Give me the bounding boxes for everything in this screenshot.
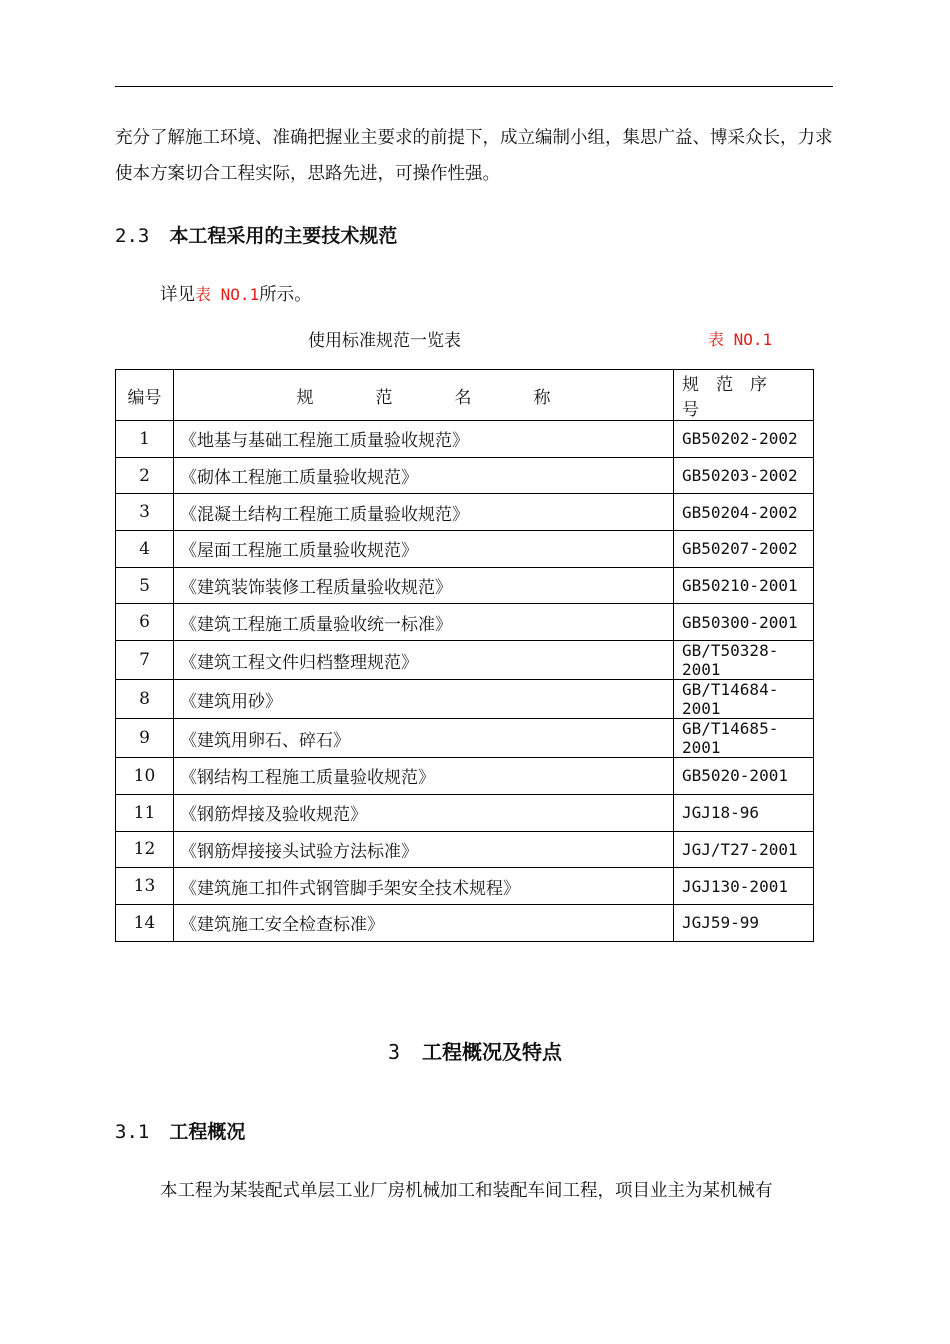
table-row bbox=[116, 641, 814, 680]
row-standard-code: GB50203-2002 bbox=[674, 457, 814, 494]
row-standard-code: GB/T50328-2001 bbox=[674, 641, 814, 680]
row-standard-code: JGJ130-2001 bbox=[674, 868, 814, 905]
reference-line bbox=[160, 281, 312, 306]
section-title: 工程概况 bbox=[169, 1121, 246, 1143]
row-standard-code: GB5020-2001 bbox=[674, 758, 814, 795]
reference-prefix: 详见 bbox=[160, 285, 195, 305]
table-number: 表 NO.1 bbox=[708, 330, 773, 349]
row-number: 5 bbox=[116, 567, 174, 604]
header-code: 规范序号 bbox=[674, 370, 814, 421]
row-standard-name: 《建筑用卵石、碎石》 bbox=[174, 719, 674, 758]
row-number: 2 bbox=[116, 457, 174, 494]
row-number: 14 bbox=[116, 904, 174, 941]
table-row bbox=[116, 567, 814, 604]
row-standard-code: GB/T14684-2001 bbox=[674, 680, 814, 719]
row-standard-name: 《钢结构工程施工质量验收规范》 bbox=[174, 758, 674, 795]
row-number: 13 bbox=[116, 868, 174, 905]
row-standard-name: 《屋面工程施工质量验收规范》 bbox=[174, 531, 674, 568]
row-standard-code: GB50204-2002 bbox=[674, 494, 814, 531]
table-reference-link: 表 NO.1 bbox=[195, 285, 260, 304]
table-row bbox=[116, 794, 814, 831]
section-number: 2.3 bbox=[115, 225, 150, 247]
table-row bbox=[116, 604, 814, 641]
row-number: 6 bbox=[116, 604, 174, 641]
table-row bbox=[116, 531, 814, 568]
section-2-3-heading bbox=[115, 221, 397, 248]
row-number: 4 bbox=[116, 531, 174, 568]
row-standard-name: 《建筑用砂》 bbox=[174, 680, 674, 719]
table-row bbox=[116, 868, 814, 905]
section-number: 3 bbox=[387, 1040, 401, 1064]
row-standard-name: 《地基与基础工程施工质量验收规范》 bbox=[174, 421, 674, 458]
header-rule bbox=[115, 86, 833, 87]
row-standard-code: JGJ18-96 bbox=[674, 794, 814, 831]
row-number: 1 bbox=[116, 421, 174, 458]
row-number: 3 bbox=[116, 494, 174, 531]
table-row bbox=[116, 421, 814, 458]
overview-paragraph: 本工程为某装配式单层工业厂房机械加工和装配车间工程，项目业主为某机械有 bbox=[160, 1181, 773, 1201]
section-title: 工程概况及特点 bbox=[422, 1040, 563, 1064]
row-standard-code: JGJ59-99 bbox=[674, 904, 814, 941]
header-name: 规范名称 bbox=[174, 370, 674, 421]
table-row bbox=[116, 457, 814, 494]
section-3-1-heading bbox=[115, 1117, 245, 1144]
row-standard-code: GB50300-2001 bbox=[674, 604, 814, 641]
row-number: 7 bbox=[116, 641, 174, 680]
row-number: 11 bbox=[116, 794, 174, 831]
section-3-heading bbox=[0, 1036, 950, 1065]
row-number: 12 bbox=[116, 831, 174, 868]
table-row bbox=[116, 680, 814, 719]
row-standard-code: GB/T14685-2001 bbox=[674, 719, 814, 758]
table-row bbox=[116, 719, 814, 758]
reference-suffix: 所示。 bbox=[259, 285, 312, 305]
row-standard-name: 《建筑施工扣件式钢管脚手架安全技术规程》 bbox=[174, 868, 674, 905]
table-row bbox=[116, 758, 814, 795]
row-standard-name: 《砌体工程施工质量验收规范》 bbox=[174, 457, 674, 494]
row-standard-code: JGJ/T27-2001 bbox=[674, 831, 814, 868]
row-standard-name: 《建筑工程施工质量验收统一标准》 bbox=[174, 604, 674, 641]
section-number: 3.1 bbox=[115, 1121, 150, 1143]
row-standard-name: 《钢筋焊接接头试验方法标准》 bbox=[174, 831, 674, 868]
row-number: 9 bbox=[116, 719, 174, 758]
row-standard-name: 《钢筋焊接及验收规范》 bbox=[174, 794, 674, 831]
row-standard-name: 《建筑装饰装修工程质量验收规范》 bbox=[174, 567, 674, 604]
section-title: 本工程采用的主要技术规范 bbox=[169, 225, 398, 247]
row-standard-code: GB50210-2001 bbox=[674, 567, 814, 604]
table-caption: 使用标准规范一览表 bbox=[308, 331, 461, 351]
row-standard-name: 《建筑施工安全检查标准》 bbox=[174, 904, 674, 941]
table-row bbox=[116, 494, 814, 531]
intro-paragraph: 充分了解施工环境、准确把握业主要求的前提下，成立编制小组，集思广益、博采众长，力求使本方案切合工程实际，思路先进，可操作性强。 bbox=[115, 128, 833, 184]
standards-table bbox=[115, 369, 814, 942]
row-number: 8 bbox=[116, 680, 174, 719]
row-standard-code: GB50202-2002 bbox=[674, 421, 814, 458]
table-row bbox=[116, 831, 814, 868]
table-row bbox=[116, 904, 814, 941]
row-number: 10 bbox=[116, 758, 174, 795]
row-standard-name: 《建筑工程文件归档整理规范》 bbox=[174, 641, 674, 680]
row-standard-code: GB50207-2002 bbox=[674, 531, 814, 568]
row-standard-name: 《混凝土结构工程施工质量验收规范》 bbox=[174, 494, 674, 531]
table-header-row bbox=[116, 370, 814, 421]
header-number: 编号 bbox=[116, 370, 174, 421]
